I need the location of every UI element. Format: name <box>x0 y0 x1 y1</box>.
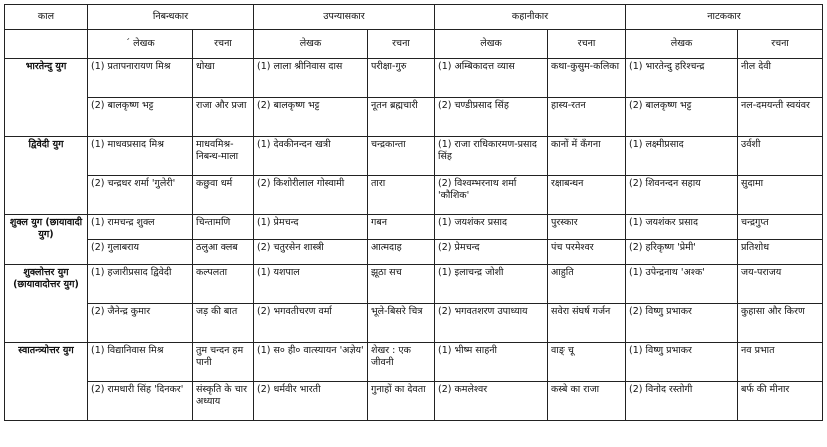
era-name: शुक्लोत्तर युग (छायावादोत्तर युग) <box>5 265 88 343</box>
table-cell: (2) चतुरसेन शास्त्री <box>254 240 368 265</box>
table-cell: कल्पलता <box>193 265 254 304</box>
header-nibandhkar: निबन्धकार <box>88 5 254 30</box>
table-cell: (2) विष्णु प्रभाकर <box>626 304 738 343</box>
hindi-literature-table <box>4 4 823 421</box>
table-row <box>5 265 823 304</box>
table-cell: पंच परमेश्वर <box>548 240 626 265</box>
table-cell: (2) चण्डीप्रसाद सिंह <box>435 98 548 137</box>
table-cell: परीक्षा-गुरु <box>368 59 435 98</box>
table-cell: पुरस्कार <box>548 215 626 240</box>
table-cell: चन्द्रगुप्त <box>738 215 823 240</box>
header-rachna: रचना <box>548 30 626 59</box>
header-empty <box>5 30 88 59</box>
table-cell: (1) प्रतापनारायण मिश्र <box>88 59 193 98</box>
table-cell: (1) उपेन्द्रनाथ 'अश्क' <box>626 265 738 304</box>
table-cell: भूले-बिसरे चित्र <box>368 304 435 343</box>
table-cell: (1) लक्ष्मीप्रसाद <box>626 137 738 176</box>
table-cell: तारा <box>368 176 435 215</box>
table-cell: सवेरा संघर्ष गर्जन <box>548 304 626 343</box>
table-cell: (1) प्रेमचन्द <box>254 215 368 240</box>
era-name: स्वातन्त्र्योत्तर युग <box>5 343 88 421</box>
table-row <box>5 240 823 265</box>
table-cell: (1) इलाचन्द्र जोशी <box>435 265 548 304</box>
table-cell: (1) देवकीनन्दन खत्री <box>254 137 368 176</box>
table-cell: (2) रामधारी सिंह 'दिनकर' <box>88 382 193 421</box>
table-cell: नील देवी <box>738 59 823 98</box>
table-cell: सुदामा <box>738 176 823 215</box>
table-cell: (2) बालकृष्ण भट्ट <box>88 98 193 137</box>
table-cell: गबन <box>368 215 435 240</box>
table-cell: (2) चन्द्रधर शर्मा 'गुलेरी' <box>88 176 193 215</box>
table-cell: जय-पराजय <box>738 265 823 304</box>
table-cell: (1) विद्यानिवास मिश्र <box>88 343 193 382</box>
table-cell: (2) कमलेश्वर <box>435 382 548 421</box>
header-lekhak: ´ लेखक <box>88 30 193 59</box>
table-cell: आहुति <box>548 265 626 304</box>
table-cell: (1) विष्णु प्रभाकर <box>626 343 738 382</box>
table-cell: (2) शिवनन्दन सहाय <box>626 176 738 215</box>
table-cell: वाङ् चू <box>548 343 626 382</box>
table-cell: चन्द्रकान्ता <box>368 137 435 176</box>
table-cell: (2) भगवतशरण उपाध्याय <box>435 304 548 343</box>
header-kahanikar: कहानीकार <box>435 5 626 30</box>
table-cell: (1) स० ही० वात्स्यायन 'अज्ञेय' <box>254 343 368 382</box>
table-cell: (1) जयशंकर प्रसाद <box>626 215 738 240</box>
table-cell: (1) भारतेन्दु हरिश्चन्द्र <box>626 59 738 98</box>
header-lekhak: लेखक <box>626 30 738 59</box>
header-rachna: रचना <box>368 30 435 59</box>
table-cell: चिन्तामणि <box>193 215 254 240</box>
table-cell: (2) धर्मवीर भारती <box>254 382 368 421</box>
era-name: शुक्ल युग (छायावादी युग) <box>5 215 88 265</box>
table-cell: (2) गुलाबराय <box>88 240 193 265</box>
header-upanyaskar: उपन्यासकार <box>254 5 435 30</box>
table-cell: गुनाहों का देवता <box>368 382 435 421</box>
table-cell: (1) रामचन्द्र शुक्ल <box>88 215 193 240</box>
table-row <box>5 176 823 215</box>
table-cell: कानों में कँगना <box>548 137 626 176</box>
table-cell: ठलुआ क्लब <box>193 240 254 265</box>
table-cell: (2) बालकृष्ण भट्ट <box>626 98 738 137</box>
table-cell: (1) जयशंकर प्रसाद <box>435 215 548 240</box>
table-cell: झूठा सच <box>368 265 435 304</box>
era-name: भारतेन्दु युग <box>5 59 88 137</box>
table-cell: (2) हरिकृष्ण 'प्रेमी' <box>626 240 738 265</box>
table-cell: नल-दमयन्ती स्वयंवर <box>738 98 823 137</box>
header-lekhak: लेखक <box>435 30 548 59</box>
table-cell: हास्य-रतन <box>548 98 626 137</box>
header-row-groups <box>5 5 823 30</box>
table-cell: शेखर : एक जीवनी <box>368 343 435 382</box>
table-cell: (2) भगवतीचरण वर्मा <box>254 304 368 343</box>
header-kaal: काल <box>5 5 88 30</box>
table-cell: रक्षाबन्धन <box>548 176 626 215</box>
header-rachna: रचना <box>738 30 823 59</box>
table-cell: (2) जैनेन्द्र कुमार <box>88 304 193 343</box>
table-cell: जड़ की बात <box>193 304 254 343</box>
table-cell: (1) माधवप्रसाद मिश्र <box>88 137 193 176</box>
table-row <box>5 382 823 421</box>
table-cell: नव प्रभात <box>738 343 823 382</box>
header-lekhak: लेखक <box>254 30 368 59</box>
table-cell: (2) किशोरीलाल गोस्वामी <box>254 176 368 215</box>
table-cell: आत्मदाह <box>368 240 435 265</box>
table-cell: संस्कृति के चार अध्याय <box>193 382 254 421</box>
era-name: द्विवेदी युग <box>5 137 88 215</box>
table-cell: कुहासा और किरण <box>738 304 823 343</box>
table-row <box>5 343 823 382</box>
table-cell: राजा और प्रजा <box>193 98 254 137</box>
header-rachna: रचना <box>193 30 254 59</box>
table-row <box>5 304 823 343</box>
header-row-sub <box>5 30 823 59</box>
table-cell: बर्फ की मीनार <box>738 382 823 421</box>
table-cell: (2) बालकृष्ण भट्ट <box>254 98 368 137</box>
table-cell: धोखा <box>193 59 254 98</box>
table-cell: माधवमिश्र-निबन्ध-माला <box>193 137 254 176</box>
table-cell: (1) राजा राधिकारमण-प्रसाद सिंह <box>435 137 548 176</box>
table-cell: (2) विश्वम्भरनाथ शर्मा 'कौशिक' <box>435 176 548 215</box>
table-row <box>5 98 823 137</box>
table-body <box>5 59 823 421</box>
table-cell: कथा-कुसुम-कलिका <box>548 59 626 98</box>
table-cell: प्रतिशोध <box>738 240 823 265</box>
table-cell: (1) अम्बिकादत्त व्यास <box>435 59 548 98</box>
table-row <box>5 59 823 98</box>
table-cell: कछुवा धर्म <box>193 176 254 215</box>
header-natakkar: नाटककार <box>626 5 823 30</box>
table-cell: (1) यशपाल <box>254 265 368 304</box>
table-cell: तुम चन्दन हम पानी <box>193 343 254 382</box>
table-cell: नूतन ब्रह्मचारी <box>368 98 435 137</box>
table-cell: कस्बे का राजा <box>548 382 626 421</box>
table-cell: उर्वशी <box>738 137 823 176</box>
table-cell: (1) लाला श्रीनिवास दास <box>254 59 368 98</box>
table-row <box>5 215 823 240</box>
table-row <box>5 137 823 176</box>
table-cell: (2) विनोद रस्तोगी <box>626 382 738 421</box>
table-cell: (1) भीष्म साहनी <box>435 343 548 382</box>
table-cell: (2) प्रेमचन्द <box>435 240 548 265</box>
table-cell: (1) हजारीप्रसाद द्विवेदी <box>88 265 193 304</box>
